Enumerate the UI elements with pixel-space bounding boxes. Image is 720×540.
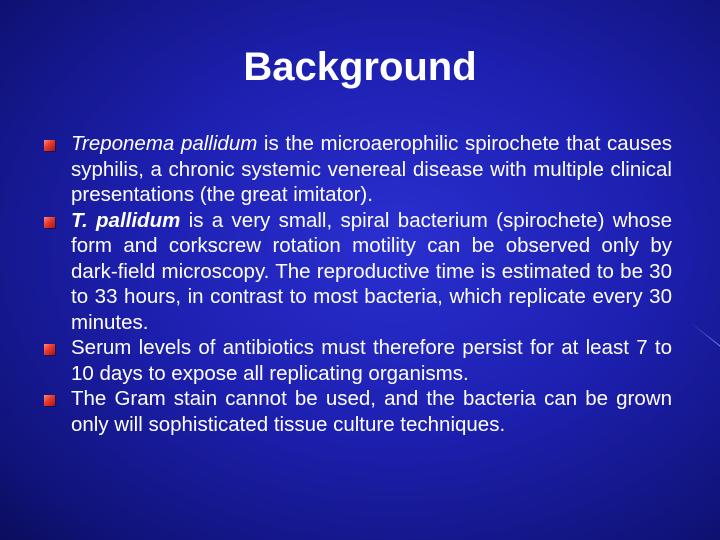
bullet-text: is the microaerophilic spirochete that causes syphilis, a chronic systemic venereal disease with multiple clinical presentations (the great imitator).	[71, 132, 672, 206]
bullet-item	[44, 208, 672, 336]
bullet-text: is a very small, spiral bacterium (spirochete) whose form and corkscrew rotation motility can be observed only by dark-field microscopy. The reproductive time is estimated to be 30 to 33 hours, in contrast to most bacteria, which replicate every 30 minutes.	[71, 208, 672, 334]
bullet-square-icon	[44, 344, 55, 355]
decorative-streak	[690, 322, 720, 347]
bullet-lead-term: Treponema pallidum	[71, 132, 258, 155]
bullet-item	[44, 335, 672, 386]
slide-title: Background	[243, 45, 477, 89]
bullet-text: Serum levels of antibiotics must therefore persist for at least 7 to 10 days to expose all replicating organisms.	[71, 336, 672, 385]
bullet-lead-term: T. pallidum	[71, 208, 181, 232]
bullet-item	[44, 131, 672, 208]
bullet-square-icon	[44, 217, 55, 228]
bullet-text: The Gram stain cannot be used, and the bacteria can be grown only will sophisticated tissue culture techniques.	[71, 387, 672, 436]
bullet-item	[44, 386, 672, 437]
bullet-list	[44, 131, 672, 437]
bullet-square-icon	[44, 395, 55, 406]
bullet-square-icon	[44, 140, 55, 151]
